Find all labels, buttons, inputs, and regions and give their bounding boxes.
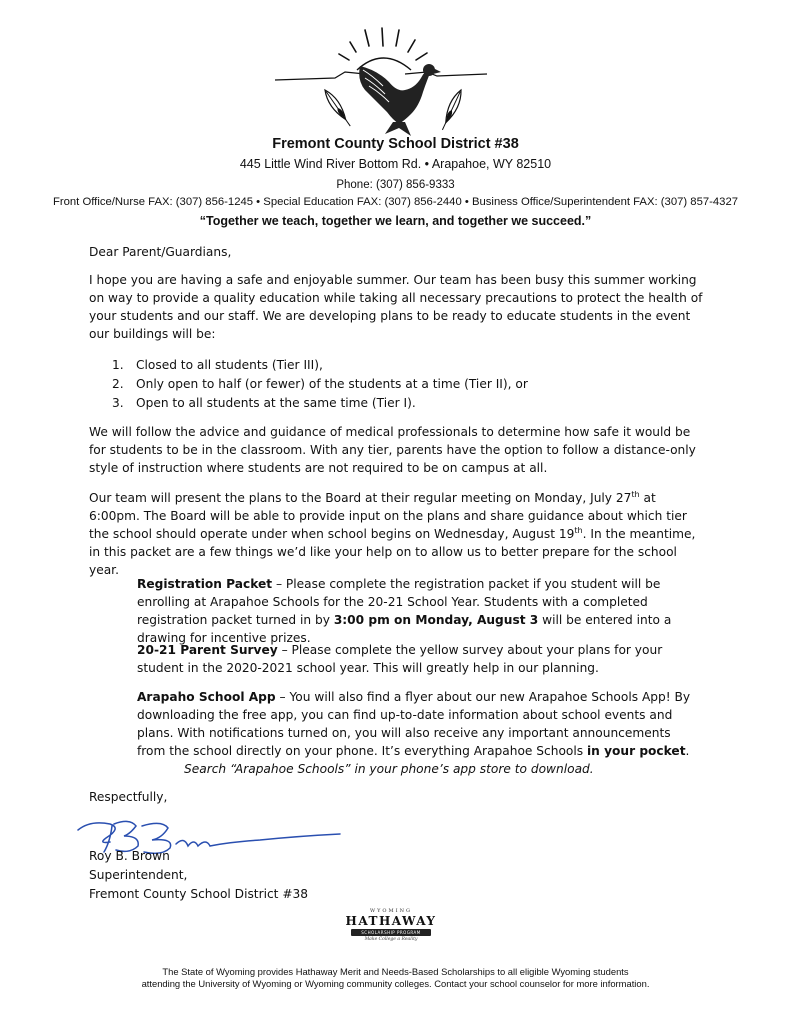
board-text-part1: Our team will present the plans to the Board at their regular meeting on Monday, July 27	[89, 491, 632, 505]
app-text-end: .	[685, 744, 690, 758]
list-number: 3.	[112, 396, 124, 410]
signer-name: Roy B. Brown	[89, 849, 170, 863]
board-text-part3: . In the meantime, in this packet are a few things we’d like your help on to allow us to better prepare for the school year.	[89, 527, 696, 577]
list-item	[112, 394, 528, 413]
parent-survey-item	[137, 641, 697, 677]
app-text: – You will also find a flyer about our new Arapahoe Schools App! By downloading the free app, you can find up-to-date information about school events and plans. With notifications turned on, you will also receive any important announcements from the school directly on your phone. It’s everything Arapahoe Schools	[137, 690, 691, 758]
app-title: Arapaho School App	[137, 690, 276, 704]
registration-title: Registration Packet	[137, 577, 273, 591]
registration-deadline: 3:00 pm on Monday, August 3	[333, 613, 539, 627]
registration-text-end: will be entered into a drawing for incentive prizes.	[137, 613, 672, 645]
board-text-part2: at 6:00pm. The Board will be able to provide input on the plans and share guidance about which tier the school should operate under when school begins on Wednesday, August 19	[89, 491, 687, 541]
signer-title: Superintendent,	[89, 868, 188, 882]
school-app-item	[137, 688, 697, 760]
app-emphasis: in your pocket	[586, 744, 686, 758]
hathaway-logo-main: HATHAWAY	[345, 914, 437, 928]
hathaway-logo-top: WYOMING	[369, 908, 412, 914]
hathaway-logo-tagline: Make College a Reality	[364, 937, 418, 942]
greeting: Dear Parent/Guardians,	[89, 245, 232, 259]
survey-title: 20-21 Parent Survey	[137, 643, 278, 657]
hathaway-logo-band: SCHOLARSHIP PROGRAM	[351, 929, 431, 936]
fax-numbers: Front Office/Nurse FAX: (307) 856-1245 • Special Education FAX: (307) 856-2440 • Business Office/Superintendent FAX: (307) 857-4327	[52, 196, 739, 208]
advice-paragraph: We will follow the advice and guidance of medical professionals to determine how safe it would be for students to be in the classroom. With any tier, parents have the option to follow a distance-only style of instruction where students are not required to be on campus at all.	[89, 425, 696, 475]
intro-paragraph: I hope you are having a safe and enjoyable summer. Our team has been busy this summer working on way to provide a quality education while taking all necessary precautions to protect the health of your students and our staff. We are developing plans to be ready to educate students in the event our buildings will be:	[89, 273, 703, 341]
district-address: 445 Little Wind River Bottom Rd. • Arapahoe, WY 82510	[239, 157, 552, 171]
list-number: 2.	[112, 377, 124, 391]
list-number: 1.	[112, 358, 124, 372]
signature-block	[89, 847, 308, 904]
tier-list	[112, 356, 528, 413]
district-name: Fremont County School District #38	[272, 136, 519, 152]
list-item	[112, 375, 528, 394]
footer-line: attending the University of Wyoming or Wyoming community colleges. Contact your school counselor for more information.	[141, 978, 650, 989]
closing: Respectfully,	[89, 790, 168, 804]
survey-text: – Please complete the yellow survey about your plans for your student in the 2020-2021 school year. This will greatly help in our planning.	[137, 643, 663, 675]
ordinal-suffix: th	[631, 489, 640, 499]
footer-line: The State of Wyoming provides Hathaway Merit and Needs-Based Scholarships to all eligible Wyoming students	[162, 966, 629, 977]
app-search-note: Search “Arapahoe Schools” in your phone’s app store to download.	[184, 762, 594, 776]
registration-packet-item	[137, 575, 697, 647]
signer-organization: Fremont County School District #38	[89, 887, 309, 901]
district-phone: Phone: (307) 856-9333	[336, 179, 455, 191]
ordinal-suffix: th	[574, 525, 583, 535]
registration-text: – Please complete the registration packet if you student will be enrolling at Arapahoe Schools for the 20-21 School Year. Students with a completed registration packet turned in by	[137, 577, 661, 627]
eagle-feathers-sunrise-logo	[265, 20, 495, 138]
hathaway-scholarship-logo	[337, 908, 445, 948]
list-item	[112, 356, 528, 375]
footer-note	[0, 966, 791, 990]
list-text: Only open to half (or fewer) of the students at a time (Tier II), or	[136, 377, 528, 391]
list-text: Open to all students at the same time (Tier I).	[136, 396, 416, 410]
list-text: Closed to all students (Tier III),	[136, 358, 323, 372]
board-meeting-paragraph	[89, 489, 709, 579]
district-motto: “Together we teach, together we learn, and together we succeed.”	[199, 214, 592, 228]
